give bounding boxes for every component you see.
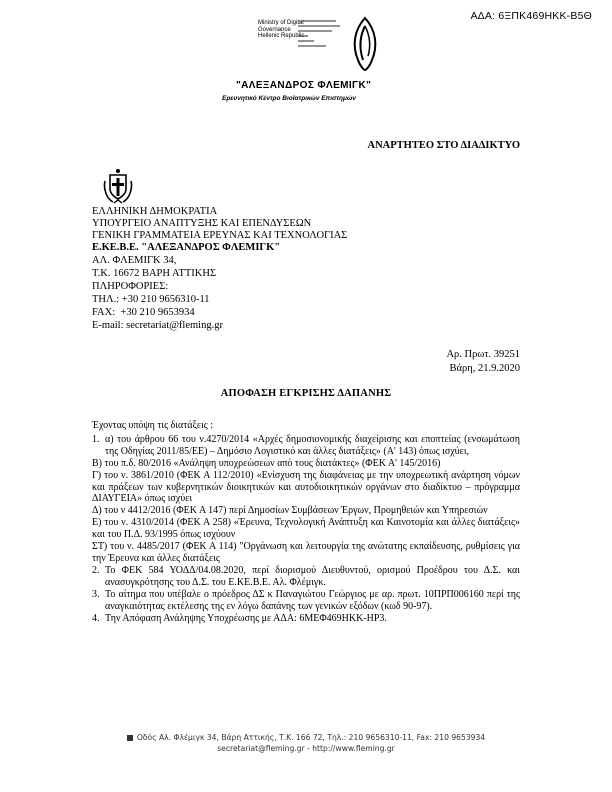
item-text: Την Απόφαση Ανάληψης Υποχρέωσης με ΑΔΑ: 6ΜΕΦ469ΗΚΚ-ΗΡ3. bbox=[105, 612, 387, 624]
item-text: Το ΦΕΚ 584 ΥΟΔΔ/04.08.2020, περί διορισμού Διευθυντού, ορισμού Προέδρου του Δ.Σ. και ανασυγκρότησης του Δ.Σ. του Ε.ΚΕ.Β.Ε. Αλ. Φλέμιγκ. bbox=[105, 564, 520, 588]
institute-subtitle: Ερευνητικό Κέντρο Βιοϊατρικών Επιστημών bbox=[222, 95, 356, 102]
item-number: 2. bbox=[92, 564, 100, 576]
list-item bbox=[92, 589, 520, 613]
document-title: ΑΠΟΦΑΣΗ ΕΓΚΡΙΣΗΣ ΔΑΠΑΝΗΣ bbox=[220, 388, 392, 399]
stamp-line: Governance bbox=[258, 26, 291, 33]
item-number: 3. bbox=[92, 588, 100, 600]
stamp-line: Hellenic Republic bbox=[258, 33, 305, 40]
footer-address: Οδός Αλ. Φλέμιγκ 34, Βάρη Αττικής, Τ.Κ. 166 72, Τηλ.: 210 9656310-11, Fax: 210 9653934 bbox=[136, 733, 486, 742]
header-country: ΕΛΛΗΝΙΚΗ ΔΗΜΟΚΡΑΤΙΑ bbox=[92, 206, 218, 217]
posted-label: ΑΝΑΡΤΗΤΕΟ ΣΤΟ ΔΙΑΔΙΚΤΥΟ bbox=[367, 140, 520, 151]
header-info: ΠΛΗΡΟΦΟΡΙΕΣ: bbox=[92, 281, 169, 292]
stamp-line: Ministry of Digital bbox=[258, 20, 304, 26]
footer-contact: secretariat@fleming.gr - http://www.fleming.gr bbox=[217, 744, 395, 753]
document-body bbox=[92, 420, 520, 624]
list-item bbox=[92, 565, 520, 589]
header-secretariat: ΓΕΝΙΚΗ ΓΡΑΜΜΑΤΕΙΑ ΕΡΕΥΝΑΣ ΚΑΙ ΤΕΧΝΟΛΟΓΙΑΣ bbox=[92, 230, 348, 241]
item-text: α) του άρθρου 66 του ν.4270/2014 «Αρχές δημοσιονομικής διαχείρισης και εποπτείας (ενσωμάτωση της Οδηγίας 2011/85/ΕΕ) – Δημόσιο Λογιστικό και άλλες διατάξεις» (Α' 143) όπως ισχύει, bbox=[105, 433, 520, 457]
square-bullet-icon bbox=[127, 735, 133, 741]
item-text: Το αίτημα που υπέβαλε ο πρόεδρος ΔΣ κ Παναγιώτου Γεώργιος με αρ. πρωτ. 10ΠΡΠ006160 περί της αναγκαιότητας εκτέλεσης της εν λόγω δαπάνης των γενικών εξόδων (κωδ 90-97). bbox=[105, 588, 520, 612]
sub-item-d: Δ) του ν 4412/2016 (ΦΕΚ Α 147) περί Δημοσίων Συμβάσεων Έργων, Προμηθειών και Υπηρεσιών bbox=[92, 505, 488, 517]
document-date: Βάρη, 21.9.2020 bbox=[449, 363, 520, 374]
header-institute: Ε.ΚΕ.Β.Ε. "ΑΛΕΞΑΝΔΡΟΣ ΦΛΕΜΙΓΚ" bbox=[92, 242, 281, 253]
header-address: ΑΛ. ΦΛΕΜΙΓΚ 34, bbox=[92, 255, 177, 266]
fleming-logo bbox=[348, 16, 382, 72]
sub-item-e: Ε) του ν. 4310/2014 (ΦΕΚ Α 258) «Έρευνα, Τεχνολογική Ανάπτυξη και Καινοτομία και άλλες διατάξεις» και του Π.Δ. 93/1995 όπως ισχύουν bbox=[92, 517, 520, 541]
item-number: 4. bbox=[92, 612, 100, 624]
page-footer bbox=[0, 732, 612, 754]
institute-name: "ΑΛΕΞΑΝΔΡΟΣ ΦΛΕΜΙΓΚ" bbox=[236, 80, 372, 91]
greek-emblem-icon bbox=[101, 167, 135, 205]
sub-item-b: Β) του π.δ. 80/2016 «Ανάληψη υποχρεώσεων από τους διατάκτες» (ΦΕΚ Α' 145/2016) bbox=[92, 457, 441, 469]
list-item bbox=[92, 434, 520, 458]
header-email: E-mail: secretariat@fleming.gr bbox=[92, 320, 223, 331]
signature-details-scribble bbox=[296, 18, 342, 52]
header-phone: ΤΗΛ.: +30 210 9656310-11 bbox=[92, 294, 210, 305]
sub-item-st: ΣΤ) του ν. 4485/2017 (ΦΕΚ Α 114) "Οργάνωση και λειτουργία της ανώτατης εκπαίδευσης, ρυθμίσεις για την Έρευνα και άλλες διατάξεις bbox=[92, 541, 520, 564]
header-ministry: ΥΠΟΥΡΓΕΙΟ ΑΝΑΠΤΥΞΗΣ ΚΑΙ ΕΠΕΝΔΥΣΕΩΝ bbox=[92, 218, 312, 229]
intro-text: Έχοντας υπόψη τις διατάξεις : bbox=[92, 420, 214, 431]
header-postal: Τ.Κ. 16672 ΒΑΡΗ ΑΤΤΙΚΗΣ bbox=[92, 268, 217, 279]
footer-address-line bbox=[0, 732, 612, 743]
ada-code: ΑΔΑ: 6ΞΠΚ469ΗΚΚ-Β5Θ bbox=[470, 10, 592, 22]
header-fax: FAX: +30 210 9653934 bbox=[92, 307, 195, 318]
item-number: 1. bbox=[92, 433, 100, 445]
sub-item-g: Γ) του ν. 3861/2010 (ΦΕΚ Α 112/2010) «Ενίσχυση της διαφάνειας με την υποχρεωτική ανάρτηση νόμων και πράξεων των κυβερνητικών διοικητικών και αυτοδιοικητικών οργάνων στο διαδίκτυο – πρόγραμμα ΔΙΑΥΓΕΙΑ» όπως ισχύει bbox=[92, 469, 520, 505]
protocol-number: Αρ. Πρωτ. 39251 bbox=[446, 349, 520, 360]
list-item bbox=[92, 613, 520, 625]
